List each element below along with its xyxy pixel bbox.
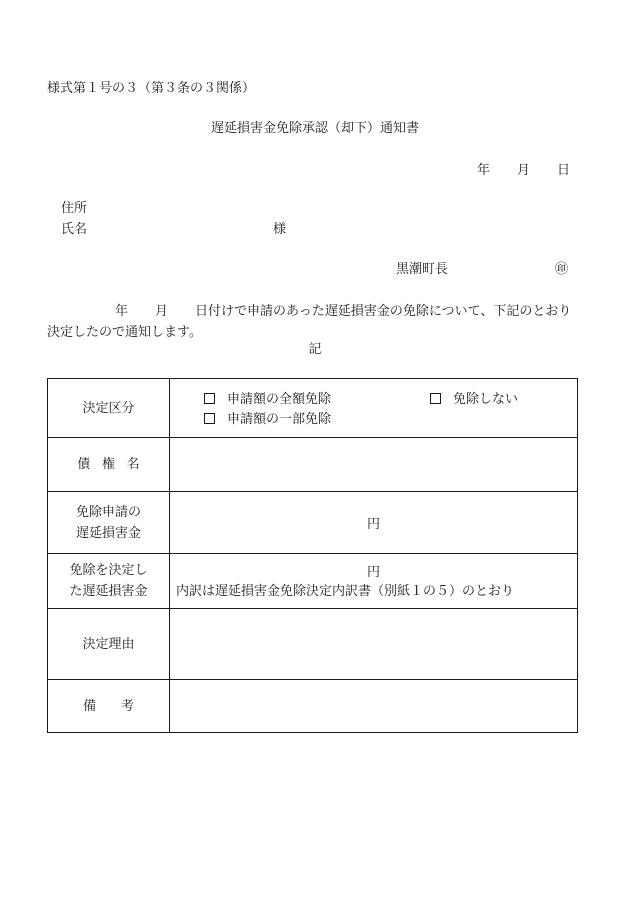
remarks-field[interactable]	[170, 680, 578, 733]
date-month: 月	[517, 163, 531, 178]
yen-unit: 円	[366, 565, 380, 580]
honorific: 様	[273, 222, 287, 237]
issuer-name: 黒潮町長	[396, 262, 449, 277]
date-line	[477, 164, 570, 177]
name-label: 氏名	[61, 222, 88, 237]
decision-type-options	[170, 379, 578, 438]
decision-type-label: 決定区分	[48, 379, 170, 438]
option-partial-exemption[interactable]: 申請額の一部免除	[204, 413, 331, 426]
table-row	[48, 554, 578, 609]
checkbox[interactable]	[204, 393, 215, 404]
table-row	[48, 438, 578, 492]
ki-heading: 記	[308, 342, 322, 357]
option-no-exemption[interactable]: 免除しない	[430, 393, 518, 406]
checkbox[interactable]	[204, 413, 215, 424]
decided-amount-label: 免除を決定し た遅延損害金	[48, 554, 170, 609]
decision-table	[47, 378, 578, 733]
form-number: 様式第１号の３（第３条の３関係）	[47, 81, 256, 96]
date-year: 年	[477, 163, 491, 178]
claim-name-field[interactable]	[170, 438, 578, 492]
document-title: 遅延損害金免除承認（却下）通知書	[210, 121, 419, 136]
notice-body-line-1	[47, 301, 587, 322]
table-row	[48, 379, 578, 438]
table-row	[48, 609, 578, 680]
applied-amount-label: 免除申請の 遅延損害金	[48, 492, 170, 554]
decision-reason-label: 決定理由	[48, 609, 170, 680]
applied-amount-field[interactable]	[170, 492, 578, 554]
body-line1-text: 日付けで申請のあった遅延損害金の免除について、下記のとおり	[195, 304, 572, 319]
breakdown-note: 内訳は遅延損害金免除決定内訳書（別紙１の５）のとおり	[176, 584, 515, 599]
notice-body-line-2: 決定したので通知します。	[47, 325, 202, 340]
yen-unit: 円	[366, 517, 380, 532]
notice-body	[47, 301, 587, 343]
option-full-exemption[interactable]: 申請額の全額免除	[204, 393, 331, 406]
body-month: 月	[155, 304, 169, 319]
table-row	[48, 680, 578, 733]
address-label: 住所	[61, 201, 88, 216]
claim-name-label: 債権名	[48, 438, 170, 492]
date-day: 日	[557, 163, 571, 178]
decided-amount-field[interactable]	[170, 554, 578, 609]
decision-reason-field[interactable]	[170, 609, 578, 680]
remarks-label: 備考	[48, 680, 170, 733]
checkbox[interactable]	[430, 393, 441, 404]
body-year: 年	[115, 304, 129, 319]
seal-mark: ㊞	[555, 262, 569, 277]
table-row	[48, 492, 578, 554]
